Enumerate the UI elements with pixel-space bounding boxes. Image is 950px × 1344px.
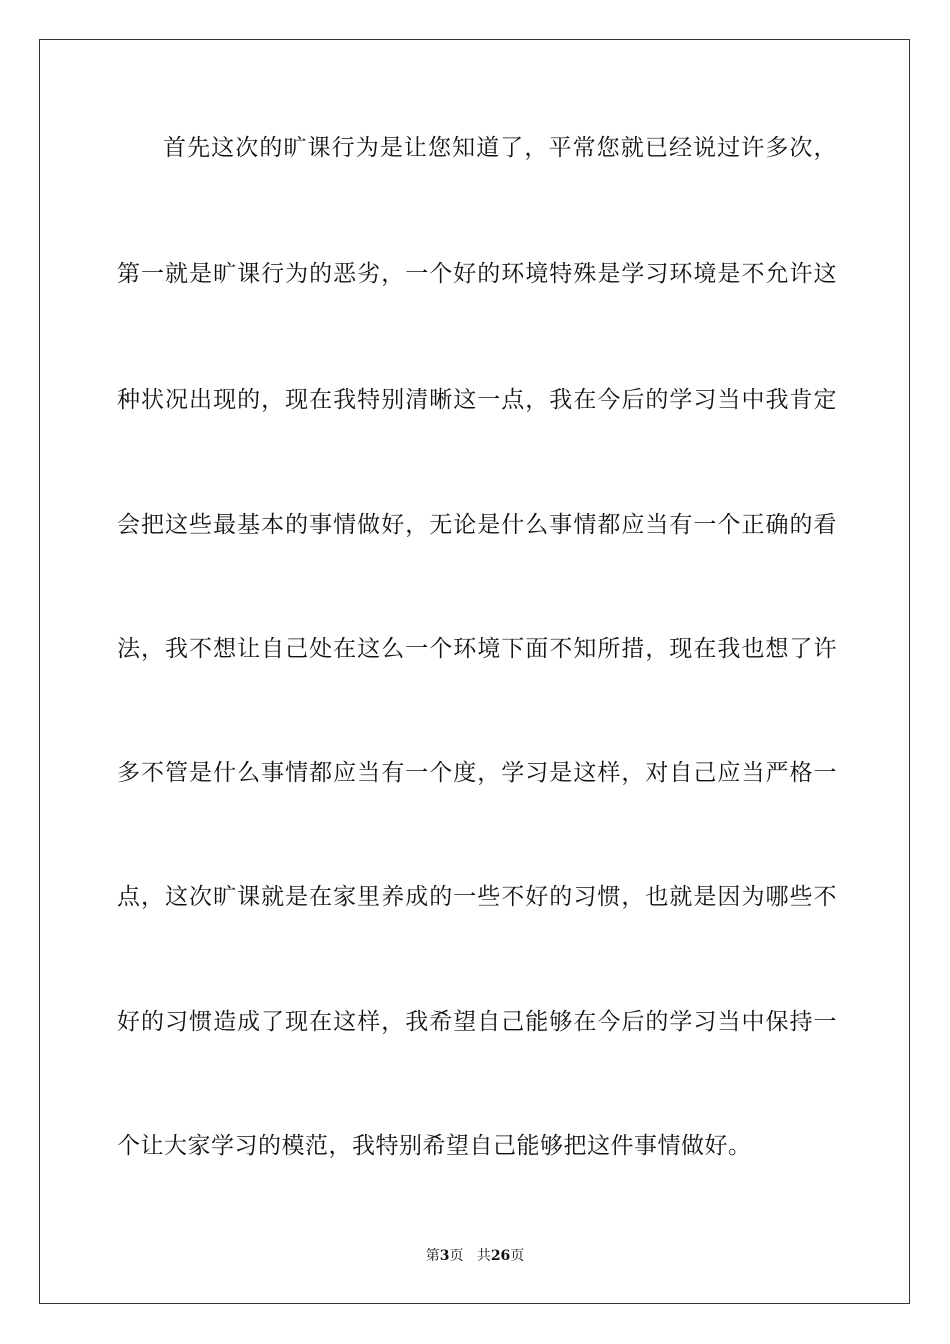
footer-total-suffix: 页 xyxy=(510,1248,525,1264)
footer-page-number: 3 xyxy=(439,1248,450,1264)
text-line-6: 多不管是什么事情都应当有一个度，学习是这样，对自己应当严格一 xyxy=(117,760,837,786)
footer-page-prefix: 第 xyxy=(425,1248,440,1264)
text-line-2: 第一就是旷课行为的恶劣，一个好的环境特殊是学习环境是不允许这 xyxy=(117,261,837,287)
footer-total-prefix: 共 xyxy=(476,1248,491,1264)
text-line-5: 法，我不想让自己处在这么一个环境下面不知所措，现在我也想了许 xyxy=(117,636,837,662)
page-footer xyxy=(0,1246,950,1266)
text-line-4: 会把这些最基本的事情做好，无论是什么事情都应当有一个正确的看 xyxy=(117,512,837,538)
text-line-7: 点，这次旷课就是在家里养成的一些不好的习惯，也就是因为哪些不 xyxy=(117,884,837,910)
text-line-9: 个让大家学习的模范，我特别希望自己能够把这件事情做好。 xyxy=(117,1133,752,1159)
page-border xyxy=(39,39,910,1304)
footer-total-pages: 26 xyxy=(490,1248,511,1264)
footer-page-suffix: 页 xyxy=(449,1248,464,1264)
text-line-1: 首先这次的旷课行为是让您知道了，平常您就已经说过许多次， xyxy=(163,135,837,161)
text-line-8: 好的习惯造成了现在这样，我希望自己能够在今后的学习当中保持一 xyxy=(117,1009,837,1035)
text-line-3: 种状况出现的，现在我特别清晰这一点，我在今后的学习当中我肯定 xyxy=(117,387,837,413)
